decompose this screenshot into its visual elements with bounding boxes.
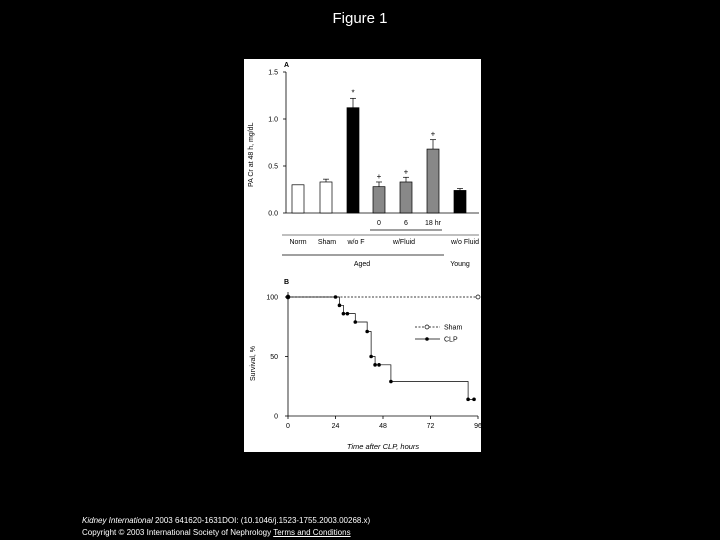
legend-sham-marker xyxy=(425,325,429,329)
legend-clp-marker xyxy=(425,337,429,341)
panel-a-time-label: 0 xyxy=(377,220,381,227)
panel-a-y-ticks xyxy=(268,70,286,218)
panel-a-bar xyxy=(320,182,332,213)
clp-point xyxy=(342,312,346,316)
copyright-text: Copyright © 2003 International Society of Nephrology xyxy=(82,528,274,537)
panel-b-label: B xyxy=(284,279,290,286)
clp-point xyxy=(346,312,350,316)
panel-a-significance-marker: + xyxy=(376,171,382,181)
panel-b-x-tick-label: 0 xyxy=(286,423,290,430)
figure-svg xyxy=(244,59,481,452)
clp-point xyxy=(286,295,290,299)
copyright-line xyxy=(82,527,370,539)
panel-a-bar xyxy=(347,108,359,213)
panel-a-bar xyxy=(373,187,385,213)
clp-series-line xyxy=(288,297,474,399)
clp-point xyxy=(365,330,369,334)
panel-a-label: A xyxy=(284,62,290,69)
sham-point xyxy=(476,295,480,299)
panel-a-bar-label: w/o Fluid xyxy=(450,239,480,246)
panel-a-group-label: Aged xyxy=(353,261,371,268)
panel-b-series xyxy=(286,295,480,401)
panel-b-x-tick-label: 24 xyxy=(331,423,340,430)
panel-b-x-tick-label: 48 xyxy=(379,423,387,430)
journal-name: Kidney International xyxy=(82,516,153,525)
panel-b-x-axis-label: Time after CLP, hours xyxy=(346,442,420,451)
panel-b-x-tick-label: 72 xyxy=(426,423,435,430)
panel-b-y-axis-label: Survival, % xyxy=(250,345,257,381)
panel-a-significance-marker: + xyxy=(403,167,409,177)
clp-point xyxy=(377,363,381,367)
panel-b-legend xyxy=(415,325,462,344)
panel-b-y-tick-label: 50 xyxy=(270,354,278,361)
panel-a-time-label: 6 xyxy=(404,220,408,227)
panel-a-y-tick-label: 1.0 xyxy=(268,116,278,124)
panel-a-group-label: Young xyxy=(450,261,470,268)
panel-a-bar-label: Norm xyxy=(289,239,307,246)
panel-a-bar xyxy=(400,182,412,213)
panel-a-bar xyxy=(427,149,439,213)
panel-a-bars xyxy=(292,88,466,213)
figure-image xyxy=(244,59,481,452)
panel-a-bar xyxy=(292,185,304,213)
clp-point xyxy=(472,398,476,402)
clp-point xyxy=(466,398,470,402)
panel-a-bar-label: Sham xyxy=(317,239,337,246)
clp-point xyxy=(334,295,338,299)
panel-a-y-tick-label: 1.5 xyxy=(268,69,278,77)
panel-a-time-label: 18 hr xyxy=(425,220,441,227)
panel-b-y-tick-label: 0 xyxy=(274,413,278,421)
clp-point xyxy=(389,380,393,384)
panel-a-category-labels xyxy=(282,220,479,268)
citation-footer xyxy=(82,515,370,539)
page-title: Figure 1 xyxy=(332,10,388,27)
clp-point xyxy=(369,355,373,359)
panel-a-significance-marker: + xyxy=(430,129,436,139)
panel-b-ticks xyxy=(266,295,482,431)
panel-b-x-tick-label: 96 xyxy=(474,423,482,430)
panel-a-bar-label: w/o F xyxy=(347,239,365,246)
panel-a-y-tick-label: 0.0 xyxy=(268,210,278,218)
clp-point xyxy=(338,304,342,308)
terms-link[interactable]: Terms and Conditions xyxy=(273,528,351,537)
legend-sham-label: Sham xyxy=(444,324,463,332)
panel-a-bar-label: w/Fluid xyxy=(392,239,416,246)
clp-point xyxy=(353,320,357,324)
panel-a-y-axis-label: PA Cr at 48 h, mg/dL xyxy=(248,122,255,187)
panel-b-axes xyxy=(288,292,478,416)
legend-clp-label: CLP xyxy=(444,336,458,344)
citation-doi: 2003 641620-1631DOI: (10.1046/j.1523-1755.2003.00268.x) xyxy=(152,516,371,525)
panel-b-y-tick-label: 100 xyxy=(266,294,278,302)
panel-a-y-tick-label: 0.5 xyxy=(268,163,278,171)
citation-line xyxy=(82,515,370,527)
clp-point xyxy=(373,363,377,367)
panel-a-significance-marker: * xyxy=(351,88,355,98)
panel-a-bar xyxy=(454,190,466,213)
